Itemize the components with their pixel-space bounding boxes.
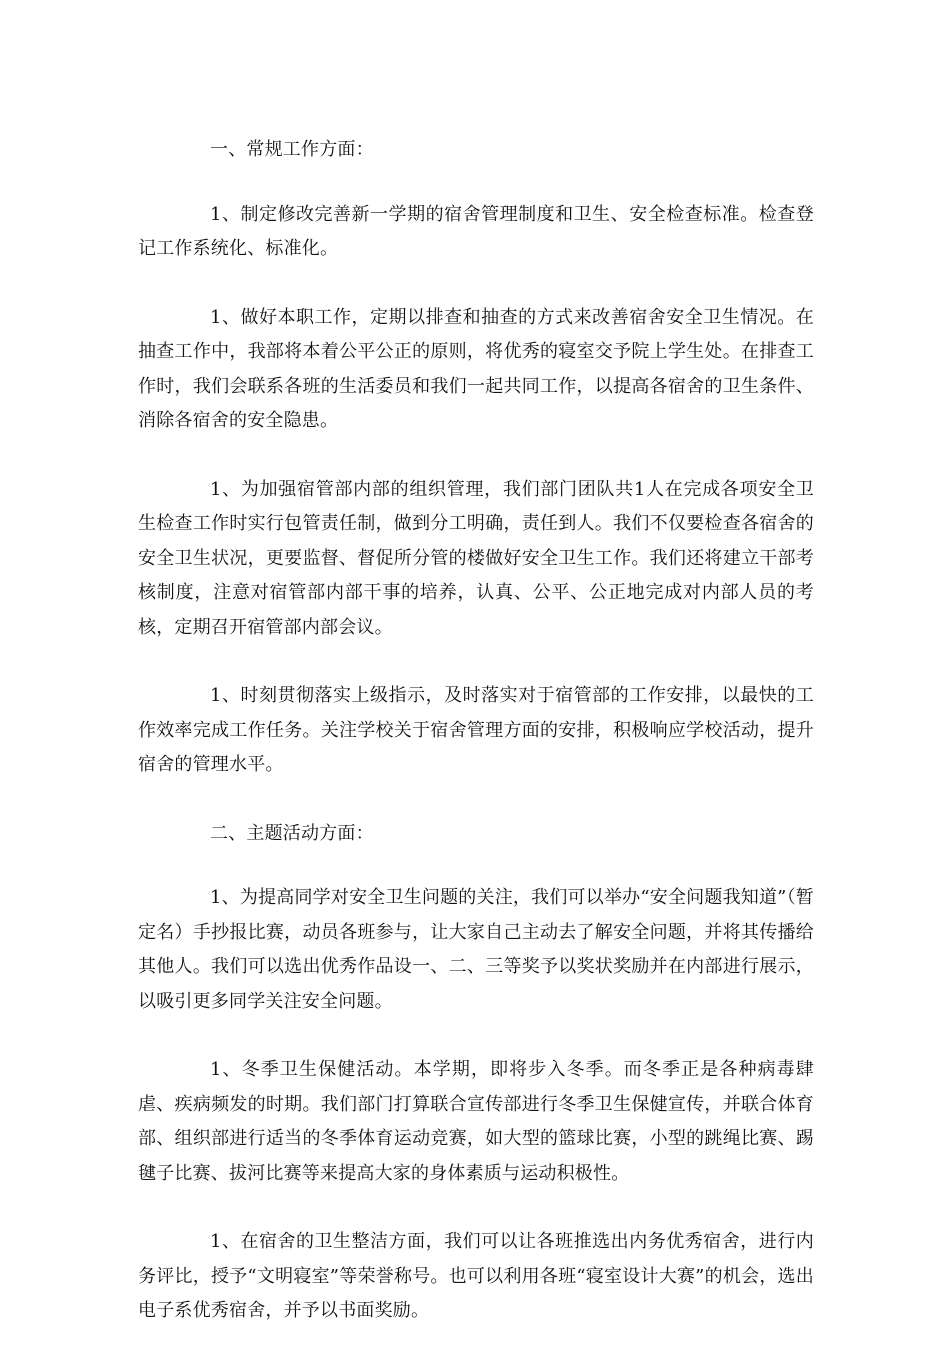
section-heading-themed-activities: 二、主题活动方面： <box>210 822 374 844</box>
paragraph-implement-instructions: 1、时刻贯彻落实上级指示，及时落实对于宿管部的工作安排，以最快的工作效率完成工作任务。关注学校关于宿舍管理方面的安排，积极响应学校活动，提升宿舍的管理水平。 <box>138 685 814 775</box>
paragraph-winter-health: 1、冬季卫生保健活动。本学期，即将步入冬季。而冬季正是各种病毒肆虐、疾病频发的时期。我们部门打算联合宣传部进行冬季卫生保健宣传，并联合体育部、组织部进行适当的冬季体育运动竞赛，如大型的篮球比赛，小型的跳绳比赛、踢毽子比赛、拔河比赛等来提高大家的身体素质与运动积极性。 <box>138 1059 814 1184</box>
paragraph-dorm-cleanliness: 1、在宿舍的卫生整洁方面，我们可以让各班推选出内务优秀宿舍，进行内务评比，授予“文明寝室”等荣誉称号。也可以利用各班“寝室设计大赛”的机会，选出电子系优秀宿舍，并予以书面奖励。 <box>138 1231 814 1321</box>
paragraph-inspection-work: 1、做好本职工作，定期以排查和抽查的方式来改善宿舍安全卫生情况。在抽查工作中，我部将本着公平公正的原则，将优秀的寝室交予院上学生处。在排查工作时，我们会联系各班的生活委员和我们一起共同工作，以提高各宿舍的卫生条件、消除各宿舍的安全隐患。 <box>138 306 814 431</box>
paragraph-management-rules: 1、制定修改完善新一学期的宿舍管理制度和卫生、安全检查标准。检查登记工作系统化、标准化。 <box>138 203 814 259</box>
paragraph-poster-contest: 1、为提高同学对安全卫生问题的关注，我们可以举办“安全问题我知道”（暂定名）手抄报比赛，动员各班参与，让大家自己主动去了解安全问题，并将其传播给其他人。我们可以选出优秀作品设一、二、三等奖予以奖状奖励并在内部进行展示，以吸引更多同学关注安全问题。 <box>138 887 814 1012</box>
document-body <box>138 133 814 1363</box>
section-heading-routine-work: 一、常规工作方面： <box>210 139 374 160</box>
paragraph-internal-management: 1、为加强宿管部内部的组织管理，我们部门团队共1人在完成各项安全卫生检查工作时实行包管责任制，做到分工明确，责任到人。我们不仅要检查各宿舍的安全卫生状况，更要监督、督促所分管的楼做好安全卫生工作。我们还将建立干部考核制度，注意对宿管部内部干事的培养，认真、公平、公正地完成对内部人员的考核，定期召开宿管部内部会议。 <box>138 478 814 638</box>
